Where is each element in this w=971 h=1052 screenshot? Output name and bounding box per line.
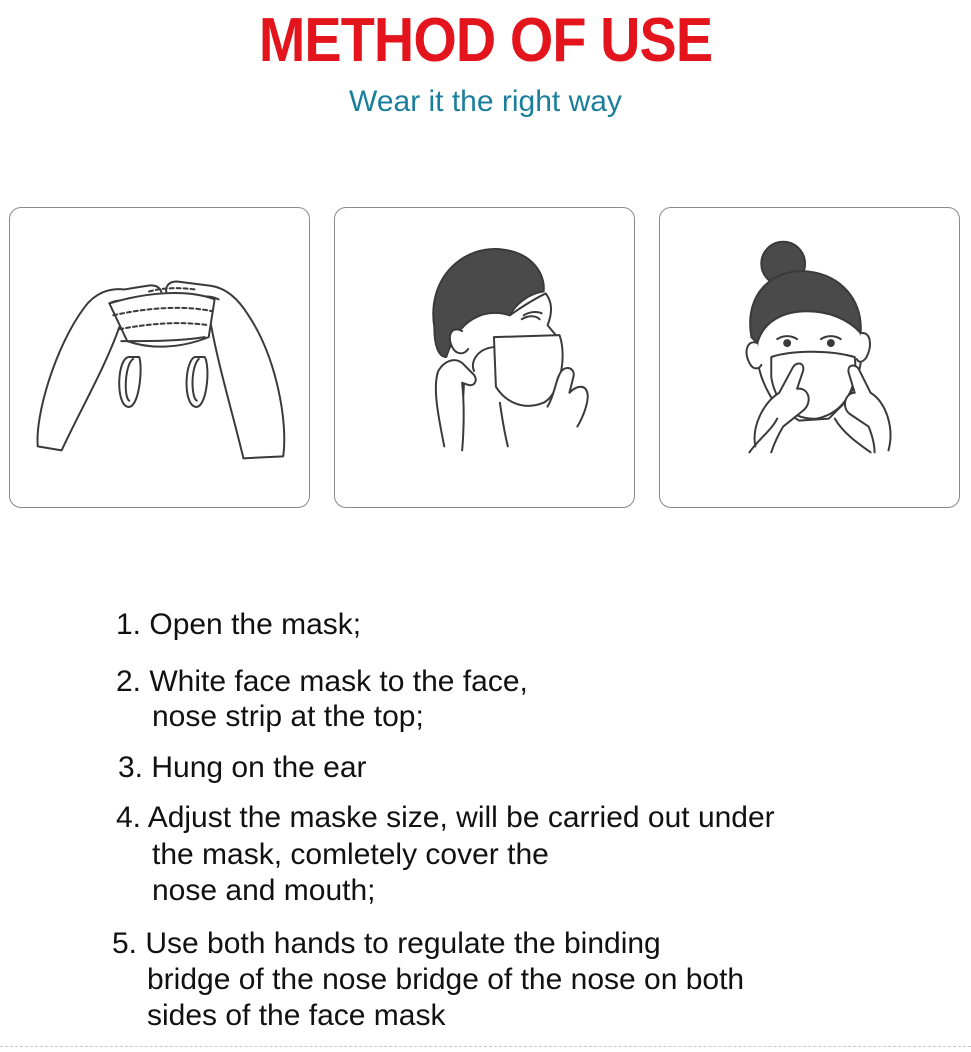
page-title: METHOD OF USE <box>258 6 713 75</box>
woman-hooking-ear-loop-icon <box>335 208 634 507</box>
step-2-line-1: 2. White face mask to the face, <box>116 665 528 698</box>
step-3-line-1: 3. Hung on the ear <box>118 751 367 784</box>
step-4-line-3: nose and mouth; <box>152 874 376 907</box>
woman-pressing-nose-strip-icon <box>660 208 959 507</box>
step-4-line-1: 4. Adjust the maske size, will be carried out under <box>116 801 775 834</box>
step-5-line-3: sides of the face mask <box>147 999 446 1032</box>
step-2-illustration-panel <box>334 207 635 508</box>
hands-opening-mask-icon <box>10 208 309 507</box>
step-1-illustration-panel <box>9 207 310 508</box>
step-3-illustration-panel <box>659 207 960 508</box>
step-2-line-2: nose strip at the top; <box>152 700 424 733</box>
step-4-line-2: the mask, comletely cover the <box>152 838 549 871</box>
step-5-line-1: 5. Use both hands to regulate the binding <box>112 927 661 960</box>
step-1-line-1: 1. Open the mask; <box>116 608 362 641</box>
step-5-line-2: bridge of the nose bridge of the nose on both <box>147 963 745 996</box>
bottom-divider <box>0 1046 971 1047</box>
page-subtitle: Wear it the right way <box>349 85 622 118</box>
